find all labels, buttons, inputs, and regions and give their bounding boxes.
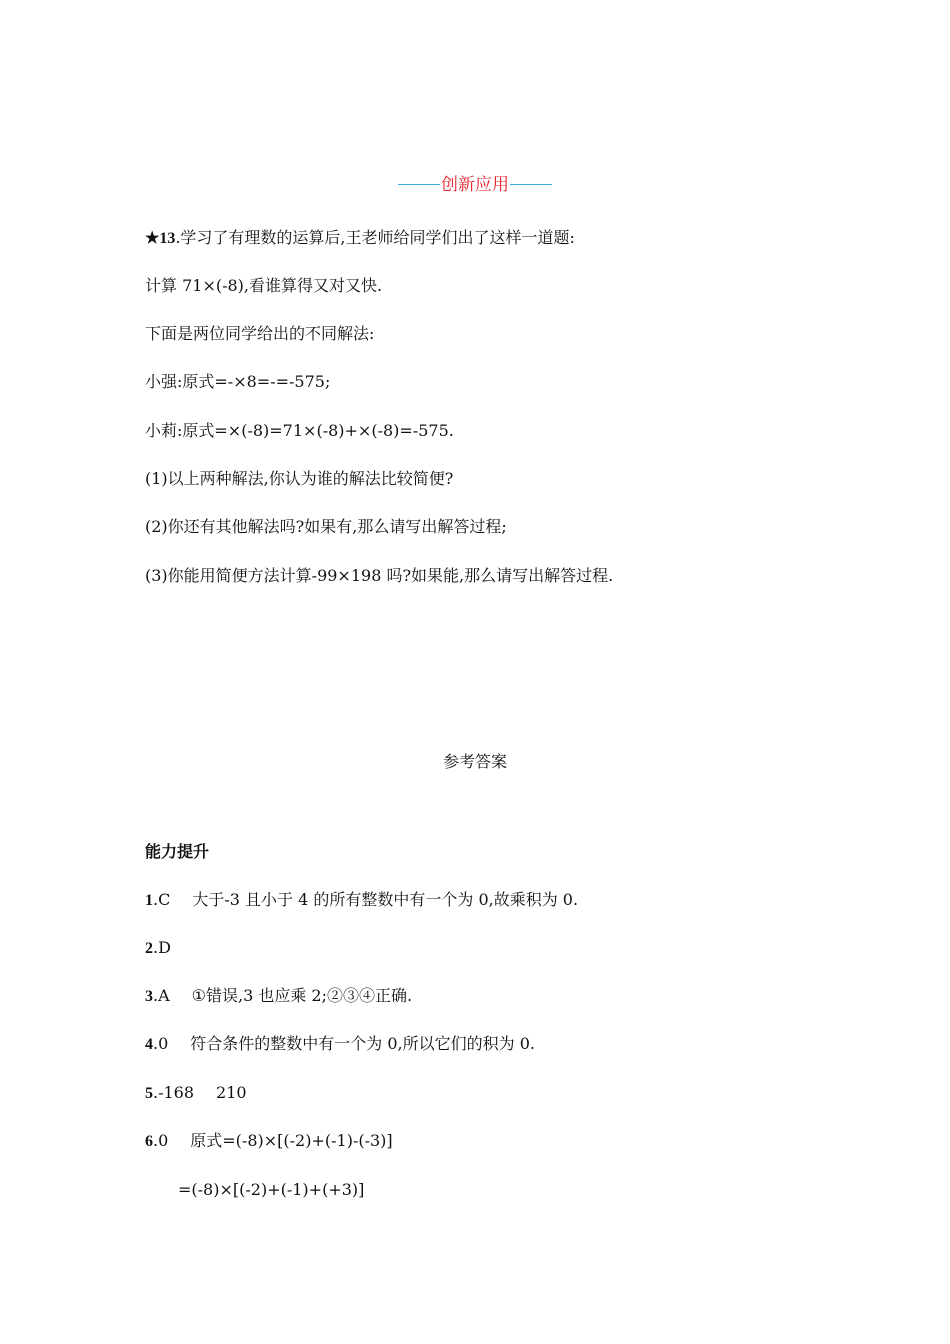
answer-number: 3 xyxy=(145,988,153,1005)
answer-continuation: =(-8)×[(-2)+(-1)+(+3)] xyxy=(178,1180,365,1199)
answer-choice: .A xyxy=(153,986,170,1005)
question-1: (1)以上两种解法,你认为谁的解法比较简便? xyxy=(145,469,454,488)
answer-item xyxy=(145,938,171,959)
answer-item xyxy=(145,1131,393,1152)
answer-choice: .0 xyxy=(153,1131,169,1150)
answers-subheading: 能力提升 xyxy=(145,842,210,861)
answer-choice: .0 xyxy=(153,1034,169,1053)
answer-note: 210 xyxy=(216,1083,247,1102)
problem-task: 计算 71×(-8),看谁算得又对又快. xyxy=(145,276,383,295)
answer-note: 原式=(-8)×[(-2)+(-1)-(-3)] xyxy=(190,1131,393,1150)
solution-xiaoli: 小莉:原式=×(-8)=71×(-8)+×(-8)=-575. xyxy=(145,421,454,440)
answer-item xyxy=(145,890,578,911)
answer-item xyxy=(145,1083,247,1104)
answer-choice: .C xyxy=(153,890,171,909)
answer-number: 1 xyxy=(145,892,153,909)
answer-choice: .D xyxy=(153,938,171,957)
problem-lead: 下面是两位同学给出的不同解法: xyxy=(145,324,375,343)
answer-note: 大于-3 且小于 4 的所有整数中有一个为 0,故乘积为 0. xyxy=(192,890,579,909)
answer-number: 5 xyxy=(145,1085,153,1102)
problem-intro xyxy=(145,228,575,249)
header-rule-left xyxy=(398,184,440,185)
answer-note: ①错误,3 也应乘 2;②③④正确. xyxy=(191,986,413,1005)
question-3: (3)你能用简便方法计算-99×198 吗?如果能,那么请写出解答过程. xyxy=(145,566,614,585)
answer-number: 2 xyxy=(145,940,153,957)
answer-choice: .-168 xyxy=(153,1083,195,1102)
answer-number: 4 xyxy=(145,1036,153,1053)
question-2: (2)你还有其他解法吗?如果有,那么请写出解答过程; xyxy=(145,517,507,536)
section-header xyxy=(0,174,950,196)
problem-intro-text: .学习了有理数的运算后,王老师给同学们出了这样一道题: xyxy=(175,228,575,247)
star-icon: ★ xyxy=(145,228,160,247)
section-title: 创新应用 xyxy=(441,175,509,195)
header-rule-right xyxy=(510,184,552,185)
answer-item xyxy=(145,1034,535,1055)
answer-number: 6 xyxy=(145,1133,153,1150)
solution-xiaoqiang: 小强:原式=-×8=-=-575; xyxy=(145,372,331,391)
answer-note: 符合条件的整数中有一个为 0,所以它们的积为 0. xyxy=(190,1034,535,1053)
answer-item xyxy=(145,986,412,1007)
answers-title: 参考答案 xyxy=(442,752,507,771)
problem-number: 13 xyxy=(159,230,176,247)
